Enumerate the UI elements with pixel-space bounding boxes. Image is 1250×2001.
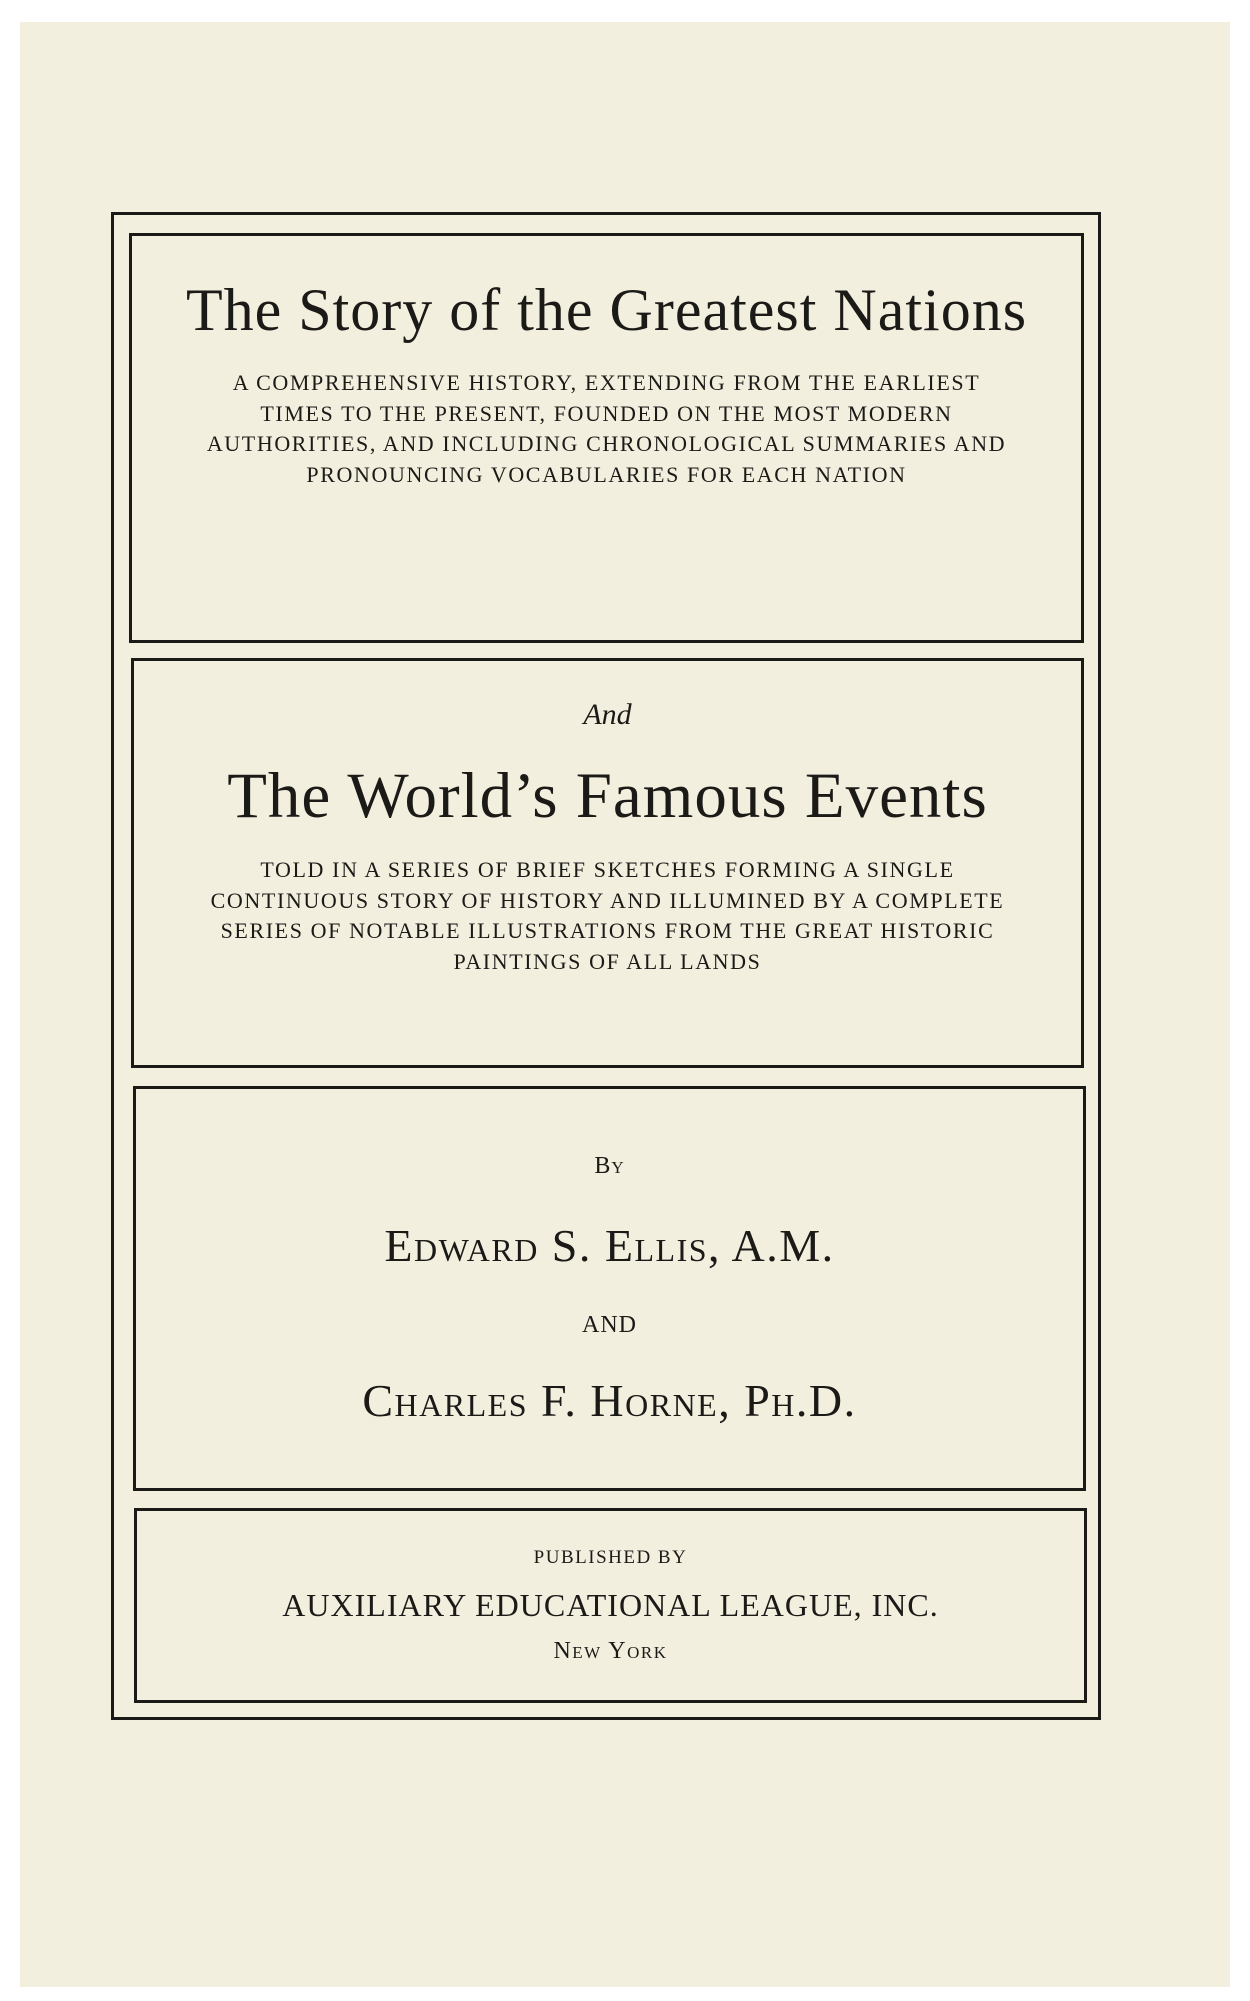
author-ellis: Edward S. Ellis, A.M. [384,1220,835,1271]
authors-panel [133,1086,1086,1491]
title-panel [129,233,1084,643]
publisher-panel [134,1508,1087,1703]
subtitle-panel [131,658,1084,1068]
published-by-label: PUBLISHED BY [533,1547,688,1568]
publisher-name: AUXILIARY EDUCATIONAL LEAGUE, INC. [282,1587,939,1623]
subtitle-description: TOLD IN A SERIES OF BRIEF SKETCHES FORMING A SINGLE CONTINUOUS STORY OF HISTORY AND ILLUMINED BY A COMPLETE SERIES OF NOTABLE ILLUSTRATIONS FROM THE GREAT HISTORIC PAINTINGS OF ALL LANDS [210,857,1005,974]
and-label: AND [582,1312,637,1338]
main-title: The Story of the Greatest Nations [185,277,1028,343]
title-description: A COMPREHENSIVE HISTORY, EXTENDING FROM THE EARLIEST TIMES TO THE PRESENT, FOUNDED ON THE MOST MODERN AUTHORITIES, AND INCLUDING CHRONOLOGICAL SUMMARIES AND PRONOUNCING VOCABULARIES FOR EACH NATION [206,370,1007,487]
subtitle: The World’s Famous Events [227,760,988,832]
conjunction: And [583,698,632,731]
by-label: By [594,1153,625,1179]
publisher-city: New York [553,1638,668,1664]
author-horne: Charles F. Horne, Ph.D. [362,1375,857,1426]
